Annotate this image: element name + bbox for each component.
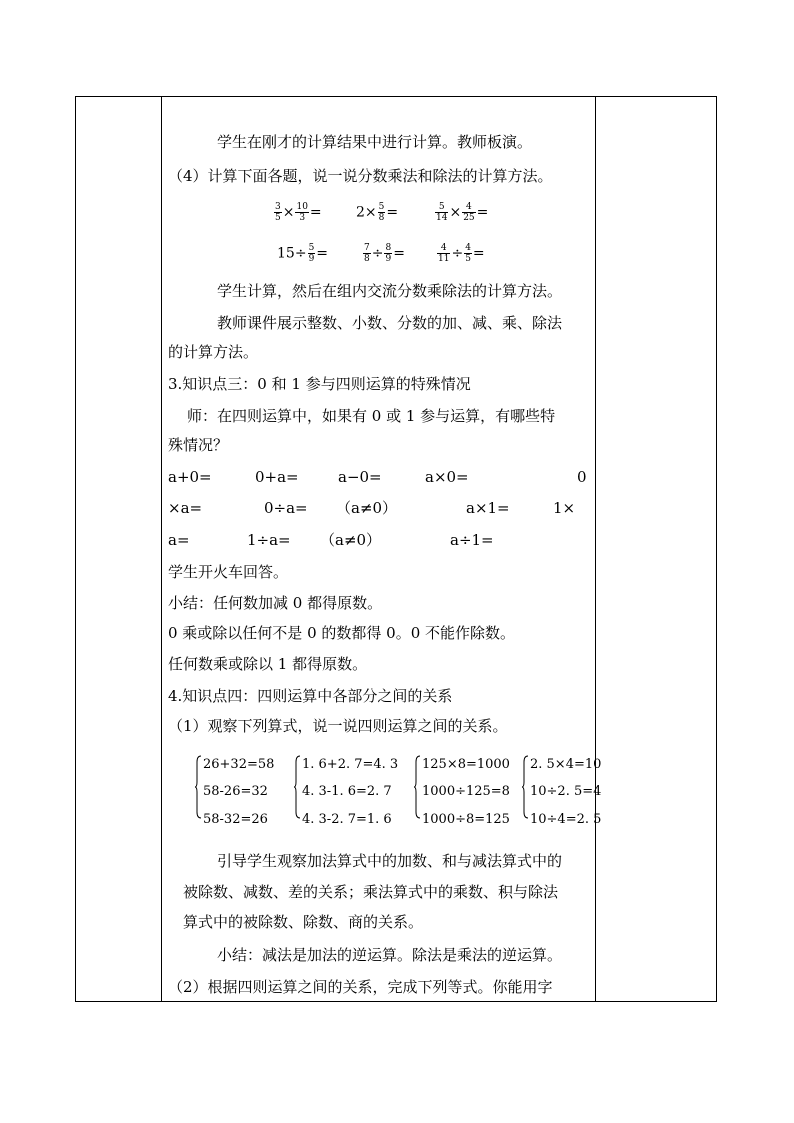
expression: （a≠0） [320, 531, 382, 549]
equation: 125×8=1000 [422, 757, 510, 772]
equation: 1000÷8=125 [422, 812, 510, 827]
expression: （a≠0） [336, 499, 398, 517]
equation: 2. 5×4=10 [530, 757, 602, 772]
text-line: 殊情况？ [168, 436, 229, 454]
text-line: 0 乘或除以任何不是 0 的数都得 0。0 不能作除数。 [168, 624, 516, 642]
fraction-expression: 15÷ $\frac{5}{9}$ = [277, 243, 329, 264]
text-line: 学生开火车回答。 [168, 563, 289, 581]
text-line: 被除数、减数、差的关系；乘法算式中的乘数、积与除法 [183, 883, 559, 901]
expression: 0+a= [255, 468, 299, 486]
expression: 0÷a= [264, 499, 308, 517]
text-line: （4）计算下面各题，说一说分数乘法和除法的计算方法。 [168, 167, 553, 185]
section-heading: 3.知识点三：0 和 1 参与四则运算的特殊情况 [168, 375, 471, 393]
text-line: 师：在四则运算中，如果有 0 或 1 参与运算，有哪些特 [187, 407, 556, 425]
expression: 1÷a= [247, 531, 291, 549]
left-brace-icon [294, 756, 300, 818]
equation: 1000÷125=8 [422, 784, 510, 799]
expression: a= [168, 531, 190, 549]
text-line: 的计算方法。 [168, 343, 259, 361]
fraction-expression: $\frac{3}{5}$ × $\frac{10}{3}$ = [275, 202, 322, 223]
text-line: 学生在刚才的计算结果中进行计算。教师板演。 [217, 133, 533, 151]
expression: a×0= [425, 468, 469, 486]
equation: 4. 3-1. 6=2. 7 [302, 784, 392, 799]
text-line: 教师课件展示整数、小数、分数的加、减、乘、除法 [217, 314, 563, 332]
equation: 10÷2. 5=4 [530, 784, 602, 799]
equation: 58-26=32 [203, 784, 268, 799]
equation: 26+32=58 [203, 757, 275, 772]
fraction-expression: 2× $\frac{5}{8}$ = [356, 202, 399, 223]
fraction-expression: $\frac{7}{8}$ ÷ $\frac{8}{9}$ = [364, 243, 405, 264]
section-heading: 4.知识点四：四则运算中各部分之间的关系 [168, 687, 453, 705]
equation-groups [161, 740, 602, 840]
equation: 58-32=26 [203, 812, 268, 827]
expression: a−0= [338, 468, 382, 486]
expression: a×1= [466, 499, 510, 517]
left-brace-icon [522, 756, 528, 818]
text-line: （1）观察下列算式，说一说四则运算之间的关系。 [168, 717, 508, 735]
expression: 0 [577, 468, 587, 486]
text-line: （2）根据四则运算之间的关系，完成下列等式。你能用字 [168, 978, 553, 996]
text-line: 算式中的被除数、除数、商的关系。 [183, 913, 424, 931]
text-line: 引导学生观察加法算式中的加数、和与减法算式中的 [217, 852, 563, 870]
text-line: 学生计算，然后在组内交流分数乘除法的计算方法。 [217, 282, 563, 300]
expression: a÷1= [450, 531, 494, 549]
text-line: 任何数乘或除以 1 都得原数。 [168, 655, 368, 673]
expression: a+0= [168, 468, 212, 486]
left-brace-icon [195, 756, 201, 818]
equation: 4. 3-2. 7=1. 6 [302, 812, 392, 827]
expression: 1× [553, 499, 576, 517]
fraction-expression: $\frac{4}{11}$ ÷ $\frac{4}{5}$ = [438, 243, 485, 264]
text-line: 小结：任何数加减 0 都得原数。 [168, 594, 383, 612]
equation: 1. 6+2. 7=4. 3 [302, 757, 399, 772]
text-line: 小结：减法是加法的逆运算。除法是乘法的逆运算。 [217, 946, 563, 964]
expression: ×a= [168, 499, 203, 517]
fraction-expression: $\frac{5}{14}$ × $\frac{4}{25}$ = [436, 202, 489, 223]
column-divider-right [595, 97, 596, 1001]
equation: 10÷4=2. 5 [530, 812, 602, 827]
column-divider-left [161, 97, 162, 1001]
left-brace-icon [414, 756, 420, 818]
